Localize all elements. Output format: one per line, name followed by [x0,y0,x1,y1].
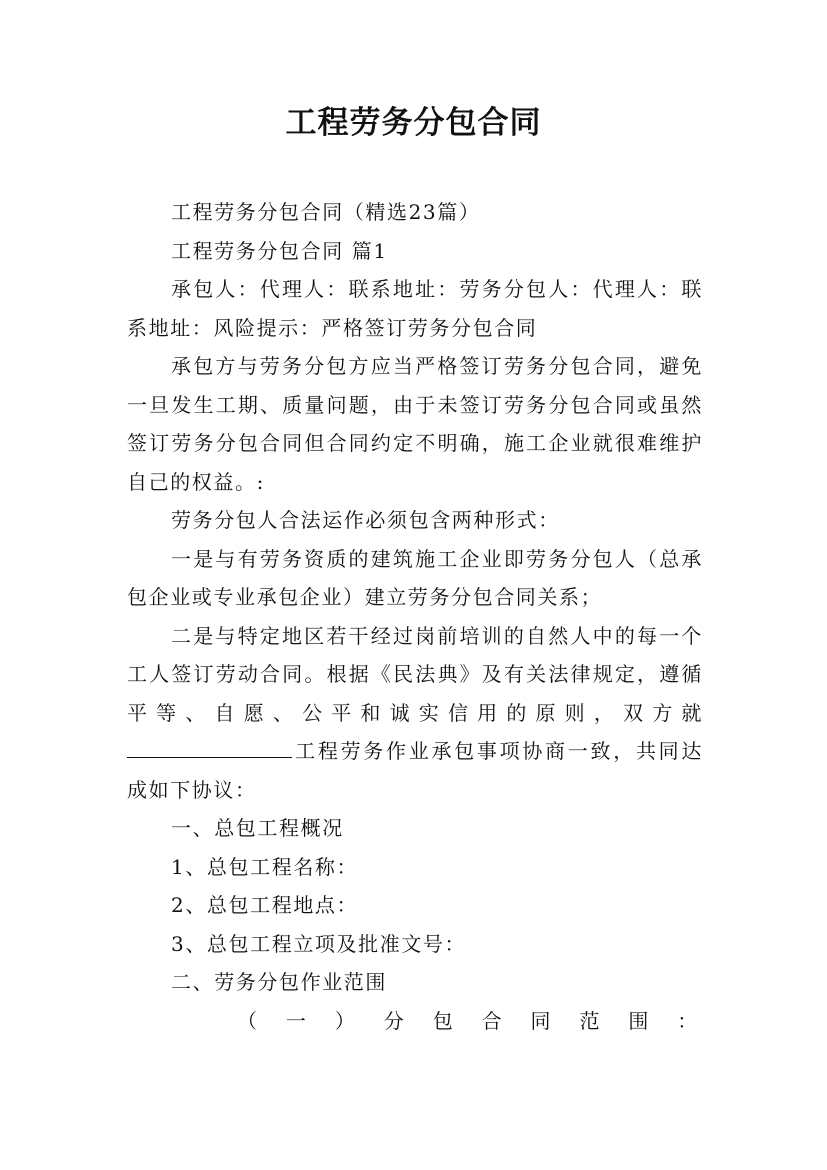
paragraph-intro: 工程劳务分包合同（精选23篇） [171,200,481,224]
document-body [127,193,703,1040]
paragraph-parties: 承包人：代理人：联系地址：劳务分包人：代理人：联系地址：风险提示：严格签订劳务分包合同 [127,277,703,340]
heading-work-scope: 二、劳务分包作业范围 [171,970,387,994]
paragraph-form-one: 一是与有劳务资质的建筑施工企业即劳务分包人（总承包企业或专业承包企业）建立劳务分包合同关系； [127,546,703,609]
scope-char: 一 [285,1008,308,1033]
item-project-location: 2、总包工程地点： [171,893,359,917]
scope-char: 包 [432,1008,455,1033]
paragraph-agreement-text: 工程劳务作业承包事项协商一致，共同达成如下协议： [127,739,703,802]
scope-char: 合 [481,1008,504,1033]
scope-char: ） [334,1008,357,1033]
paragraph-form-two-text: 二是与特定地区若干经过岗前培训的自然人中的每一个工人签订劳动合同。根据《民法典》及有关法律规定，遵循平等、自愿、公平和诚实信用的原则，双方就 [127,623,703,725]
document-title: 工程劳务分包合同 [285,105,542,141]
heading-contract-scope [127,1002,703,1041]
item-project-name: 1、总包工程名称： [171,854,359,879]
scope-char: （ [237,1008,259,1033]
scope-char: 围 [628,1008,650,1033]
scope-char: 分 [383,1008,406,1033]
scope-char: ： [677,1008,699,1033]
paragraph-section-heading: 工程劳务分包合同 篇1 [171,238,388,263]
paragraph-risk-notice: 承包方与劳务分包方应当严格签订劳务分包合同，避免一旦发生工期、质量问题，由于未签订劳务分包合同或虽然签订劳务分包合同但合同约定不明确，施工企业就很难维护自己的权益。: [127,354,703,494]
fill-in-blank [127,733,292,758]
scope-char: 同 [530,1008,553,1033]
item-project-approval: 3、总包工程立项及批准文号： [171,931,467,956]
paragraph-forms: 劳务分包人合法运作必须包含两种形式： [171,508,560,532]
paragraph-form-two [127,617,703,810]
heading-project-overview: 一、总包工程概况 [171,816,344,840]
scope-char: 范 [579,1008,602,1033]
